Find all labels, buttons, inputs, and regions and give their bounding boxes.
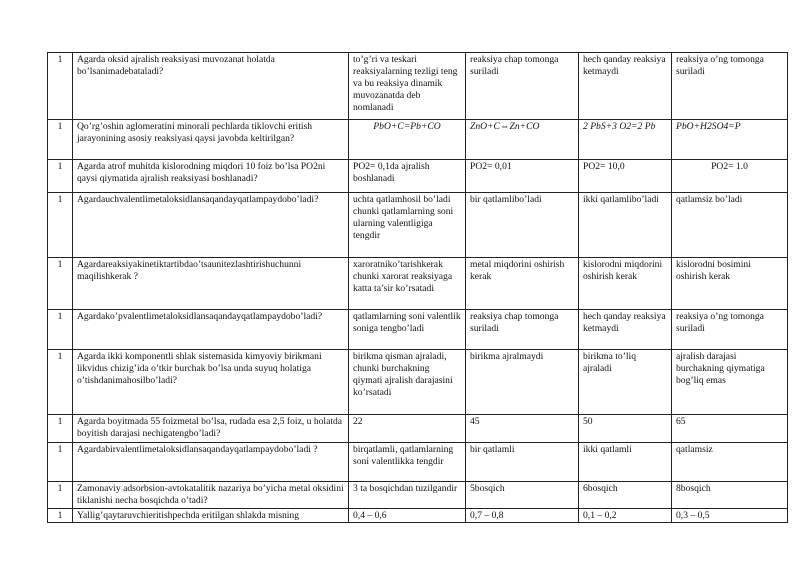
table-row [48, 160, 788, 193]
formula-pbs-oxidation: 2 PbS+3 O2=2 Pb [583, 121, 656, 132]
table-row [48, 350, 788, 415]
table-row [48, 310, 788, 350]
table-row [48, 509, 788, 523]
question-text: Agarda boyitmada 55 foizmetal bo’lsa, rudada esa 2,5 foiz, u holatda boyitish darajasi nechigatengbo’ladi? [73, 415, 349, 443]
answer-d: 0,3 – 0,5 [672, 509, 788, 523]
answer-b: 5bosqich [466, 482, 579, 509]
formula-pbo-sulfation: PbO+H2SO4=P [676, 121, 741, 132]
answer-b: birikma ajralmaydi [466, 350, 579, 415]
answer-b: reaksiya chap tomonga suriladi [466, 310, 579, 350]
answer-a: birikma qisman ajraladi, chunki burchakning qiymati ajralish darajasini ko’rsatadi [349, 350, 466, 415]
question-number: 1 [48, 509, 73, 523]
answer-b: 0,7 – 0,8 [466, 509, 579, 523]
question-text: Yallig’qaytaruvchieritishpechda eritilgan shlakda misning [73, 509, 349, 523]
table-row [48, 258, 788, 310]
question-text: Zamonaviy adsorbsion-avtokatalitik nazariya bo’yicha metal oksidini tiklanishi necha bosqichda o’tadi? [73, 482, 349, 509]
formula-pbo-reduction: PbO+C=Pb+CO [373, 121, 441, 132]
question-text: Qo’rg’oshin aglomeratini minorali pechlarda tiklovchi eritish jarayonining asosiy reaksiyasi qaysi javobda keltirilgan? [73, 120, 349, 160]
answer-d: reaksiya o’ng tomonga suriladi [672, 53, 788, 120]
answer-c [579, 120, 672, 160]
answer-c: ikki qatlamli [579, 443, 672, 482]
question-number: 1 [48, 415, 73, 443]
answer-d: qatlamsiz bo’ladi [672, 193, 788, 258]
answer-a: 22 [349, 415, 466, 443]
table-row [48, 415, 788, 443]
question-number: 1 [48, 53, 73, 120]
answer-d: PO2= 1.0 [672, 160, 788, 193]
answer-d: ajralish darajasi burchakning qiymatiga bog’liq emas [672, 350, 788, 415]
question-text: Agarda ikki komponentli shlak sistemasida kimyoviy birikmani likvidus chizig’ida o’tkir burchak bo’lsa unda suyuq holatiga o’tishdanimahosilbo’ladi? [73, 350, 349, 415]
answer-d: 65 [672, 415, 788, 443]
answer-a: xaroratniko’tarishkerak chunki xarorat reaksiyaga katta ta’sir ko’rsatadi [349, 258, 466, 310]
answer-b: reaksiya chap tomonga suriladi [466, 53, 579, 120]
answer-a: PO2= 0,1da ajralish boshlanadi [349, 160, 466, 193]
quiz-table [47, 52, 788, 523]
answer-c: 50 [579, 415, 672, 443]
question-text: Agarda atrof muhitda kislorodning miqdori 10 foiz bo’lsa PO2ni qaysi qiymatida ajralish reaksiyasi boshlanadi? [73, 160, 349, 193]
answer-d: qatlamsiz [672, 443, 788, 482]
formula-zno-reduction: ZnO+C⇔Zn+CO [470, 121, 540, 132]
answer-b: 45 [466, 415, 579, 443]
answer-a: to’g’ri va teskari reaksiyalarning tezligi teng va bu reaksiya dinamik muvozanatda deb nomlanadi [349, 53, 466, 120]
question-number: 1 [48, 350, 73, 415]
table-row [48, 120, 788, 160]
answer-a: qatlamlarning soni valentlik soniga tengbo’ladi [349, 310, 466, 350]
answer-c: ikki qatlamlibo’ladi [579, 193, 672, 258]
table-row [48, 443, 788, 482]
answer-b [466, 120, 579, 160]
question-text: Agardabirvalentlimetaloksidlansaqandayqatlampaydobo’ladi ? [73, 443, 349, 482]
answer-c: 0,1 – 0,2 [579, 509, 672, 523]
question-number: 1 [48, 258, 73, 310]
answer-b: PO2= 0,01 [466, 160, 579, 193]
answer-c: 6bosqich [579, 482, 672, 509]
answer-d: reaksiya o’ng tomonga suriladi [672, 310, 788, 350]
answer-c: hech qanday reaksiya ketmaydi [579, 310, 672, 350]
answer-a: uchta qatlamhosil bo’ladi chunki qatlamlarning soni ularning valentligiga tengdir [349, 193, 466, 258]
answer-d: 8bosqich [672, 482, 788, 509]
answer-d [672, 120, 788, 160]
question-number: 1 [48, 120, 73, 160]
question-number: 1 [48, 160, 73, 193]
answer-c: hech qanday reaksiya ketmaydi [579, 53, 672, 120]
answer-a: 0,4 – 0,6 [349, 509, 466, 523]
table-row [48, 482, 788, 509]
answer-d: kislorodni bosimini oshirish kerak [672, 258, 788, 310]
answer-c: birikma to’liq ajraladi [579, 350, 672, 415]
answer-c: kislorodni miqdorini oshirish kerak [579, 258, 672, 310]
question-text: Agarda oksid ajralish reaksiyasi muvozanat holatda bo’lsanimadebataladi? [73, 53, 349, 120]
question-text: Agardako’pvalentlimetaloksidlansaqandayqatlampaydobo’ladi? [73, 310, 349, 350]
answer-b: bir qatlamli [466, 443, 579, 482]
table-row [48, 193, 788, 258]
question-number: 1 [48, 310, 73, 350]
question-number: 1 [48, 443, 73, 482]
table-row [48, 53, 788, 120]
question-number: 1 [48, 482, 73, 509]
answer-c: PO2= 10,0 [579, 160, 672, 193]
answer-a: birqatlamli, qatlamlarning soni valentlikka tengdir [349, 443, 466, 482]
answer-b: bir qatlamlibo’ladi [466, 193, 579, 258]
question-number: 1 [48, 193, 73, 258]
answer-b: metal miqdorini oshirish kerak [466, 258, 579, 310]
answer-a: 3 ta bosqichdan tuzilgandir [349, 482, 466, 509]
question-text: Agardauchvalentlimetaloksidlansaqandayqatlampaydobo’ladi? [73, 193, 349, 258]
question-text: Agardareaksiyakinetiktartibdao’tsaunitezlashtirishuchunni maqilishkerak ? [73, 258, 349, 310]
answer-a [349, 120, 466, 160]
